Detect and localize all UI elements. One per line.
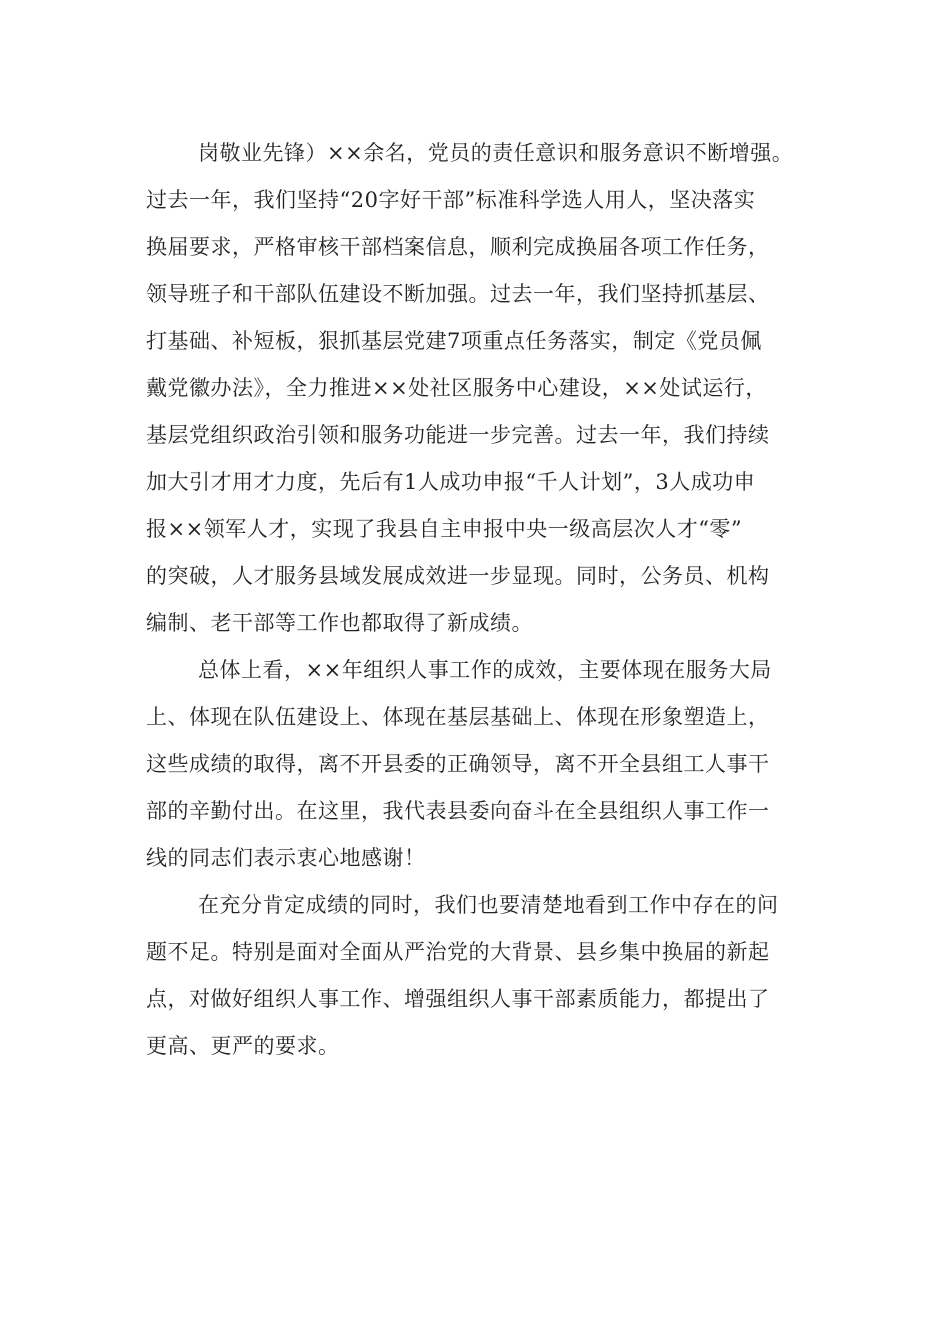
text-line: 点，对做好组织人事工作、增强组织人事干部素质能力，都提出了 <box>146 987 770 1011</box>
text-line: 打基础、补短板，狠抓基层党建7项重点任务落实，制定《党员佩 <box>146 329 762 353</box>
text-line: 更高、更严的要求。 <box>146 1034 340 1058</box>
document-body <box>146 130 826 1070</box>
text-line: 过去一年，我们坚持“20字好干部”标准科学选人用人，坚决落实 <box>146 188 756 212</box>
text-line: 线的同志们表示衷心地感谢！ <box>146 846 426 870</box>
text-line: 基层党组织政治引领和服务功能进一步完善。过去一年，我们持续 <box>146 423 770 447</box>
paragraph-3 <box>146 882 826 1070</box>
text-line: 报××领军人才，实现了我县自主申报中央一级高层次人才“零” <box>146 517 743 541</box>
text-line: 戴党徽办法》，全力推进××处社区服务中心建设，××处试运行， <box>146 376 767 400</box>
text-line: 在充分肯定成绩的同时，我们也要清楚地看到工作中存在的问 <box>198 893 779 917</box>
text-line: 编制、老干部等工作也都取得了新成绩。 <box>146 611 533 635</box>
text-line: 加大引才用才力度，先后有1人成功申报“千人计划”，3人成功申 <box>146 470 756 494</box>
text-line: 题不足。特别是面对全面从严治党的大背景、县乡集中换届的新起 <box>146 940 770 964</box>
paragraph-2 <box>146 647 826 882</box>
text-line: 岗敬业先锋）××余名，党员的责任意识和服务意识不断增强。 <box>198 141 794 165</box>
paragraph-1 <box>146 130 826 647</box>
text-line: 的突破，人才服务县域发展成效进一步显现。同时，公务员、机构 <box>146 564 770 588</box>
text-line: 上、体现在队伍建设上、体现在基层基础上、体现在形象塑造上， <box>146 705 770 729</box>
text-line: 领导班子和干部队伍建设不断加强。过去一年，我们坚持抓基层、 <box>146 282 770 306</box>
text-line: 总体上看，××年组织人事工作的成效，主要体现在服务大局 <box>198 658 772 682</box>
text-line: 这些成绩的取得，离不开县委的正确领导，离不开全县组工人事干 <box>146 752 770 776</box>
text-line: 部的辛勤付出。在这里，我代表县委向奋斗在全县组织人事工作一 <box>146 799 770 823</box>
text-line: 换届要求，严格审核干部档案信息，顺利完成换届各项工作任务， <box>146 235 770 259</box>
